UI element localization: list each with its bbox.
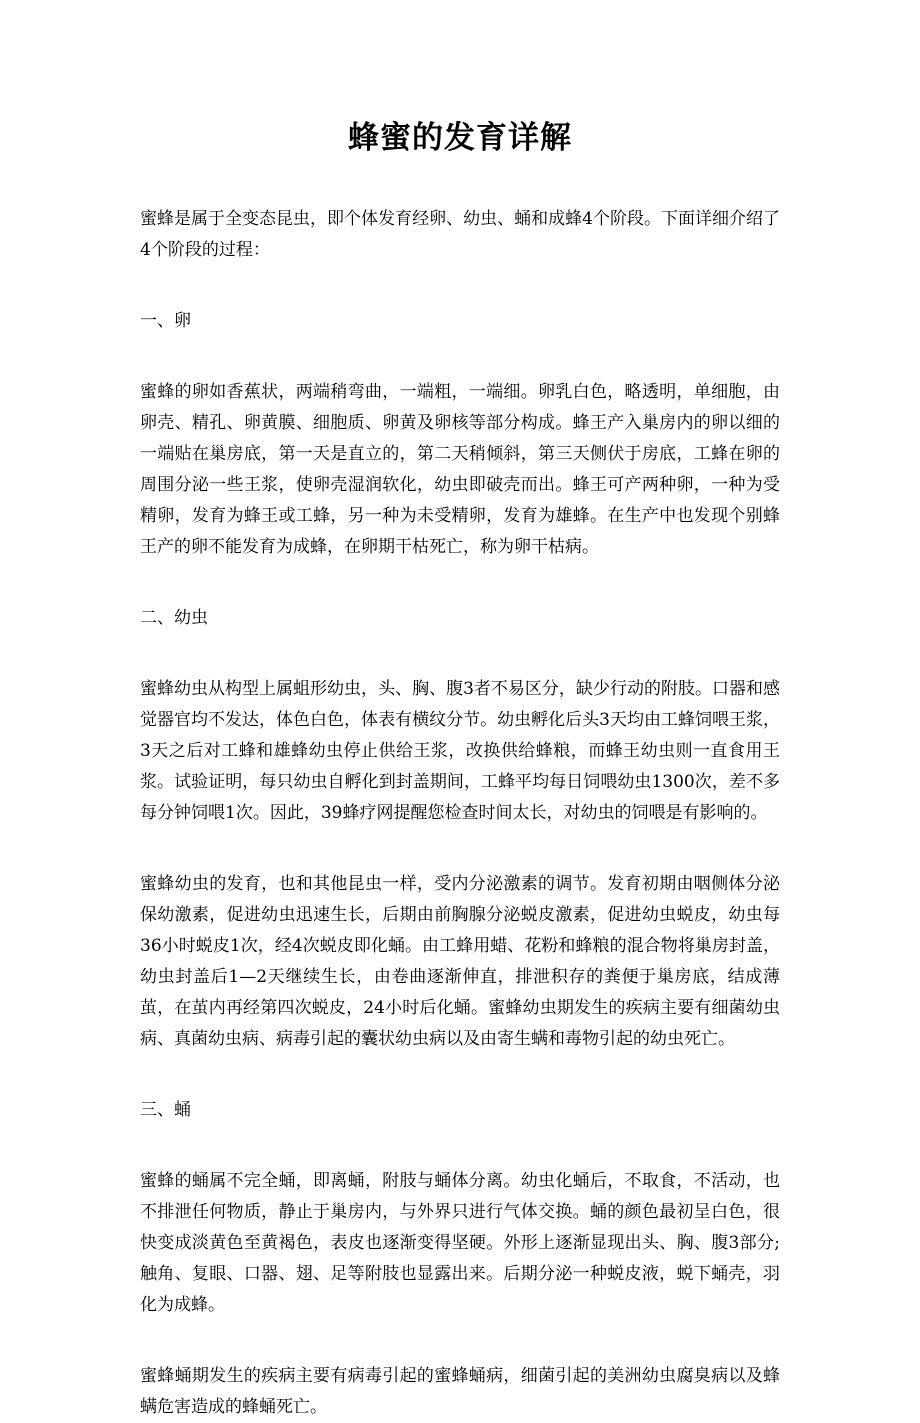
pupa-paragraph-2: 蜜蜂蛹期发生的疾病主要有病毒引起的蜜蜂蛹病，细菌引起的美洲幼虫腐臭病以及蜂螨危害造成的蜂蛹死亡。 <box>140 1366 780 1417</box>
section-heading-egg: 一、卵 <box>140 311 191 331</box>
section-heading-pupa: 三、蛹 <box>140 1100 191 1120</box>
section-larva <box>140 603 780 1055</box>
larva-paragraph-1: 蜜蜂幼虫从构型上属蛆形幼虫，头、胸、腹3者不易区分，缺少行动的附肢。口器和感觉器官均不发达，体色白色，体表有横纹分节。幼虫孵化后头3天均由工蜂饲喂王浆，3天之后对工蜂和雄蜂幼虫停止供给王浆，改换供给蜂粮，而蜂王幼虫则一直食用王浆。试验证明，每只幼虫自孵化到封盖期间，工蜂平均每日饲喂幼虫1300次，差不多每分钟饲喂1次。因此，39蜂疗网提醒您检查时间太长，对幼虫的饲喂是有影响的。 <box>140 679 780 823</box>
egg-paragraph: 蜜蜂的卵如香蕉状，两端稍弯曲，一端粗，一端细。卵乳白色，略透明，单细胞，由卵壳、精孔、卵黄膜、细胞质、卵黄及卵核等部分构成。蜂王产入巢房内的卵以细的一端贴在巢房底，第一天是直立的，第二天稍倾斜，第三天侧伏于房底，工蜂在卵的周围分泌一些王浆，使卵壳湿润软化，幼虫即破壳而出。蜂王可产两种卵，一种为受精卵，发育为蜂王或工蜂，另一种为未受精卵，发育为雄蜂。在生产中也发现个别蜂王产的卵不能发育为成蜂，在卵期干枯死亡，称为卵干枯病。 <box>140 382 780 557</box>
larva-paragraph-2: 蜜蜂幼虫的发育，也和其他昆虫一样，受内分泌激素的调节。发育初期由咽侧体分泌保幼激素，促进幼虫迅速生长，后期由前胸腺分泌蜕皮激素，促进幼虫蜕皮，幼虫每36小时蜕皮1次，经4次蜕皮即化蛹。由工蜂用蜡、花粉和蜂粮的混合物将巢房封盖，幼虫封盖后1—2天继续生长，由卷曲逐渐伸直，排泄积存的粪便于巢房底，结成薄茧，在茧内再经第四次蜕皮，24小时后化蛹。蜜蜂幼虫期发生的疾病主要有细菌幼虫病、真菌幼虫病、病毒引起的囊状幼虫病以及由寄生螨和毒物引起的幼虫死亡。 <box>140 874 780 1049</box>
document-title: 蜂蜜的发育详解 <box>348 120 572 156</box>
section-heading-larva: 二、幼虫 <box>140 608 208 628</box>
intro-paragraph: 蜜蜂是属于全变态昆虫，即个体发育经卵、幼虫、蛹和成蜂4个阶段。下面详细介绍了4个阶段的过程： <box>140 209 780 260</box>
section-pupa <box>140 1095 780 1423</box>
pupa-paragraph-1: 蜜蜂的蛹属不完全蛹，即离蛹，附肢与蛹体分离。幼虫化蛹后，不取食，不活动，也不排泄任何物质，静止于巢房内，与外界只进行气体交换。蛹的颜色最初呈白色，很快变成淡黄色至黄褐色，表皮也逐渐变得坚硬。外形上逐渐显现出头、胸、腹3部分; 触角、复眼、口器、翅、足等附肢也显露出来。后期分泌一种蜕皮液，蜕下蛹壳，羽化为成蜂。 <box>140 1171 780 1315</box>
section-egg <box>140 306 780 563</box>
document-body <box>140 204 780 1423</box>
